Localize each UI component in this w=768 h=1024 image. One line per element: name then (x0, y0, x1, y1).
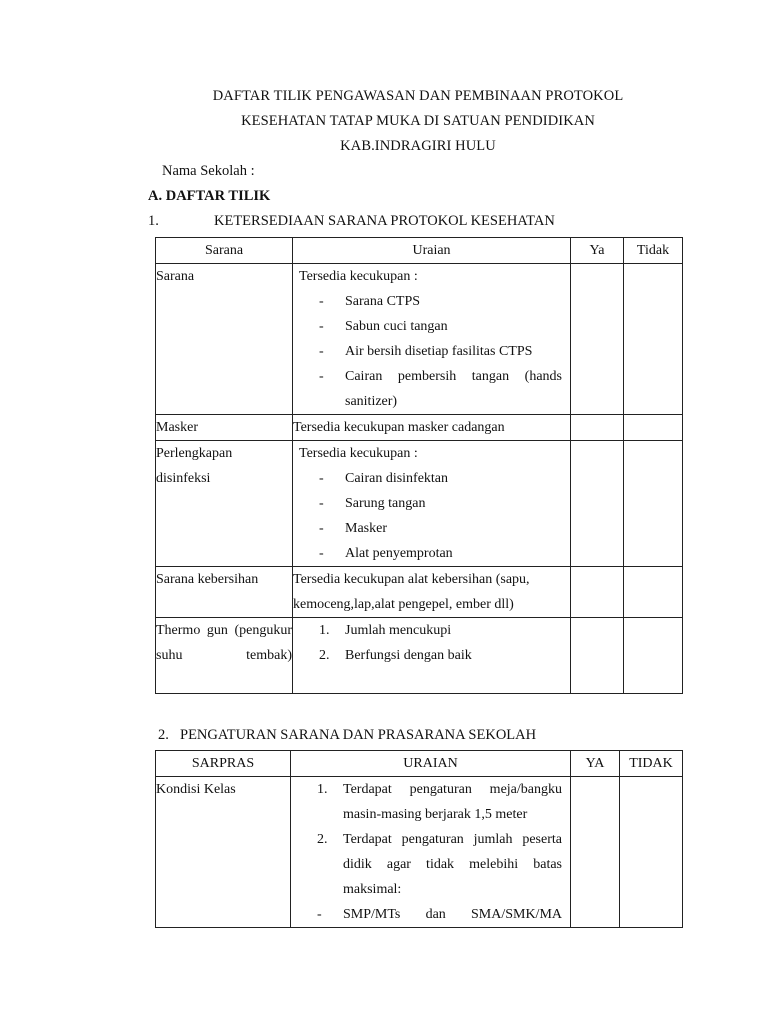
ya-checkbox-cell[interactable] (571, 777, 620, 928)
ya-checkbox-cell[interactable] (571, 441, 624, 567)
list-item: - SMP/MTs dan SMA/SMK/MA (317, 907, 562, 922)
col-header-tidak: Tidak (624, 238, 683, 264)
sarpras-cell: Kondisi Kelas (156, 777, 291, 928)
col-header-uraian: Uraian (293, 238, 571, 264)
section-1-title: KETERSEDIAAN SARANA PROTOKOL KESEHATAN (214, 213, 555, 229)
col-header-sarpras: SARPRAS (156, 751, 291, 777)
ya-checkbox-cell[interactable] (571, 264, 624, 415)
table-sarpras (155, 750, 683, 928)
list-item: - Alat penyemprotan (319, 546, 453, 561)
col-header-ya: Ya (571, 238, 624, 264)
doc-title-line-2: KESEHATAN TATAP MUKA DI SATUAN PENDIDIKAN (241, 113, 595, 129)
tidak-checkbox-cell[interactable] (620, 777, 683, 928)
sarana-cell: Perlengkapan disinfeksi (156, 441, 293, 567)
col-header-ya: YA (571, 751, 620, 777)
table-row (156, 264, 683, 415)
list-item: - Sarana CTPS (319, 294, 421, 309)
list-item: - Cairan pembersih tangan (hands sanitizer) (319, 369, 562, 409)
uraian-cell (293, 264, 571, 415)
list-item: 1. Jumlah mencukupi (319, 623, 452, 638)
list-item: - Sabun cuci tangan (319, 319, 448, 334)
list-item: - Cairan disinfektan (319, 471, 449, 486)
list-item: 1. Terdapat pengaturan meja/bangku masin-masing berjarak 1,5 meter (317, 782, 562, 822)
sarana-cell: Sarana kebersihan (156, 567, 293, 618)
table-row (156, 415, 683, 441)
table-header-row (156, 238, 683, 264)
table-row (156, 441, 683, 567)
tidak-checkbox-cell[interactable] (624, 618, 683, 694)
sarana-cell: Thermo gun (pengukur suhu tembak) (156, 618, 293, 694)
table-sarana-protokol (155, 237, 683, 694)
table-header-row (156, 751, 683, 777)
section-1-number: 1. (148, 213, 159, 229)
uraian-intro: Tersedia kecukupan : (299, 446, 418, 461)
list-item: 2. Terdapat pengaturan jumlah peserta didik agar tidak melebihi batas maksimal: (317, 832, 562, 897)
section-2-title: PENGATURAN SARANA DAN PRASARANA SEKOLAH (180, 727, 537, 743)
ya-checkbox-cell[interactable] (571, 567, 624, 618)
section-2-number: 2. (158, 727, 169, 743)
uraian-cell (293, 441, 571, 567)
table-row (156, 618, 683, 694)
list-item: - Masker (319, 521, 387, 536)
sarana-cell: Sarana (156, 264, 293, 415)
doc-title-line-1: DAFTAR TILIK PENGAWASAN DAN PEMBINAAN PROTOKOL (212, 88, 624, 104)
doc-title-line-3: KAB.INDRAGIRI HULU (340, 138, 496, 154)
section-a-heading: A. DAFTAR TILIK (148, 188, 271, 204)
uraian-cell (293, 618, 571, 694)
tidak-checkbox-cell[interactable] (624, 567, 683, 618)
list-item: 2. Berfungsi dengan baik (319, 648, 472, 663)
ya-checkbox-cell[interactable] (571, 415, 624, 441)
col-header-uraian: URAIAN (291, 751, 571, 777)
table-row (156, 777, 683, 928)
tidak-checkbox-cell[interactable] (624, 415, 683, 441)
section-2-heading (158, 727, 536, 744)
table-row (156, 567, 683, 618)
section-1-heading (148, 213, 555, 230)
uraian-cell (291, 777, 571, 928)
list-item: - Sarung tangan (319, 496, 426, 511)
col-header-tidak: TIDAK (620, 751, 683, 777)
uraian-cell: Tersedia kecukupan masker cadangan (293, 415, 571, 441)
tidak-checkbox-cell[interactable] (624, 264, 683, 415)
uraian-cell: Tersedia kecukupan alat kebersihan (sapu, kemoceng,lap,alat pengepel, ember dll) (293, 567, 571, 618)
uraian-intro: Tersedia kecukupan : (299, 269, 418, 284)
tidak-checkbox-cell[interactable] (624, 441, 683, 567)
school-name-label: Nama Sekolah : (162, 163, 255, 179)
ya-checkbox-cell[interactable] (571, 618, 624, 694)
col-header-sarana: Sarana (156, 238, 293, 264)
list-item: - Air bersih disetiap fasilitas CTPS (319, 344, 533, 359)
sarana-cell: Masker (156, 415, 293, 441)
